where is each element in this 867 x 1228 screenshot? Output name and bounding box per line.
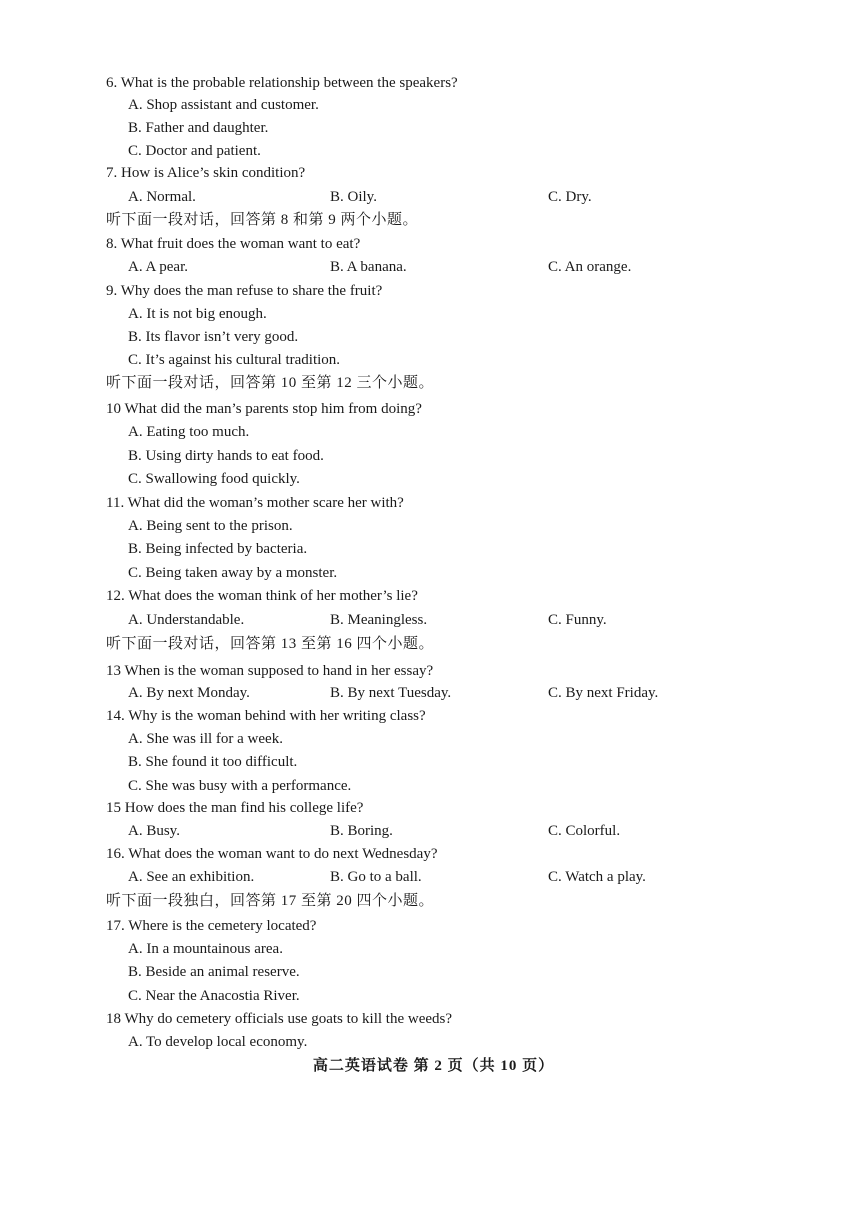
section-instruction: 听下面一段对话，回答第 13 至第 16 四个小题。 xyxy=(106,636,435,652)
option-c: C. Watch a play. xyxy=(548,869,646,885)
section-instruction: 听下面一段对话，回答第 10 至第 12 三个小题。 xyxy=(106,375,435,391)
option-text: C. She was busy with a performance. xyxy=(128,778,352,794)
option-c: C. Funny. xyxy=(548,612,607,628)
question-text: 13 When is the woman supposed to hand in her essay? xyxy=(106,663,434,679)
option-c: C. Dry. xyxy=(548,189,592,205)
section-instruction: 听下面一段独白，回答第 17 至第 20 四个小题。 xyxy=(106,893,435,909)
option-c: C. By next Friday. xyxy=(548,685,659,701)
option-b: B. By next Tuesday. xyxy=(330,685,452,701)
question-text: 11. What did the woman’s mother scare her with? xyxy=(106,495,404,511)
option-text: C. Doctor and patient. xyxy=(128,143,261,159)
question-text: 17. Where is the cemetery located? xyxy=(106,918,317,934)
option-text: A. In a mountainous area. xyxy=(128,941,283,957)
option-c: C. An orange. xyxy=(548,259,632,275)
option-text: C. Being taken away by a monster. xyxy=(128,565,338,581)
page-footer: 高二英语试卷 第 2 页（共 10 页） xyxy=(312,1058,555,1074)
option-text: C. Near the Anacostia River. xyxy=(128,988,300,1004)
option-text: C. Swallowing food quickly. xyxy=(128,471,300,487)
option-text: B. Beside an animal reserve. xyxy=(128,964,300,980)
option-text: A. Shop assistant and customer. xyxy=(128,97,319,113)
option-b: B. Boring. xyxy=(330,823,393,839)
option-text: A. She was ill for a week. xyxy=(128,731,283,747)
question-text: 8. What fruit does the woman want to eat? xyxy=(106,236,361,252)
option-a: A. Normal. xyxy=(128,189,196,205)
option-b: B. Oily. xyxy=(330,189,377,205)
question-text: 18 Why do cemetery officials use goats to kill the weeds? xyxy=(106,1011,453,1027)
section-instruction: 听下面一段对话，回答第 8 和第 9 两个小题。 xyxy=(106,212,419,228)
option-text: B. She found it too difficult. xyxy=(128,754,298,770)
option-text: B. Using dirty hands to eat food. xyxy=(128,448,324,464)
option-text: A. Being sent to the prison. xyxy=(128,518,293,534)
option-text: A. It is not big enough. xyxy=(128,306,267,322)
option-a: A. By next Monday. xyxy=(128,685,250,701)
question-text: 12. What does the woman think of her mother’s lie? xyxy=(106,588,418,604)
option-a: A. A pear. xyxy=(128,259,188,275)
option-text: B. Its flavor isn’t very good. xyxy=(128,329,299,345)
question-text: 7. How is Alice’s skin condition? xyxy=(106,165,306,181)
option-c: C. Colorful. xyxy=(548,823,621,839)
question-text: 6. What is the probable relationship between the speakers? xyxy=(106,75,458,91)
option-text: B. Being infected by bacteria. xyxy=(128,541,308,557)
option-a: A. Understandable. xyxy=(128,612,245,628)
option-a: A. Busy. xyxy=(128,823,180,839)
question-text: 15 How does the man find his college life? xyxy=(106,800,364,816)
option-b: B. A banana. xyxy=(330,259,407,275)
question-text: 16. What does the woman want to do next Wednesday? xyxy=(106,846,438,862)
option-b: B. Meaningless. xyxy=(330,612,428,628)
option-b: B. Go to a ball. xyxy=(330,869,422,885)
option-a: A. See an exhibition. xyxy=(128,869,255,885)
question-text: 9. Why does the man refuse to share the fruit? xyxy=(106,283,383,299)
option-text: C. It’s against his cultural tradition. xyxy=(128,352,341,368)
option-text: A. To develop local economy. xyxy=(128,1034,308,1050)
option-text: B. Father and daughter. xyxy=(128,120,269,136)
question-text: 10 What did the man’s parents stop him from doing? xyxy=(106,401,422,417)
question-text: 14. Why is the woman behind with her writing class? xyxy=(106,708,426,724)
option-text: A. Eating too much. xyxy=(128,424,250,440)
